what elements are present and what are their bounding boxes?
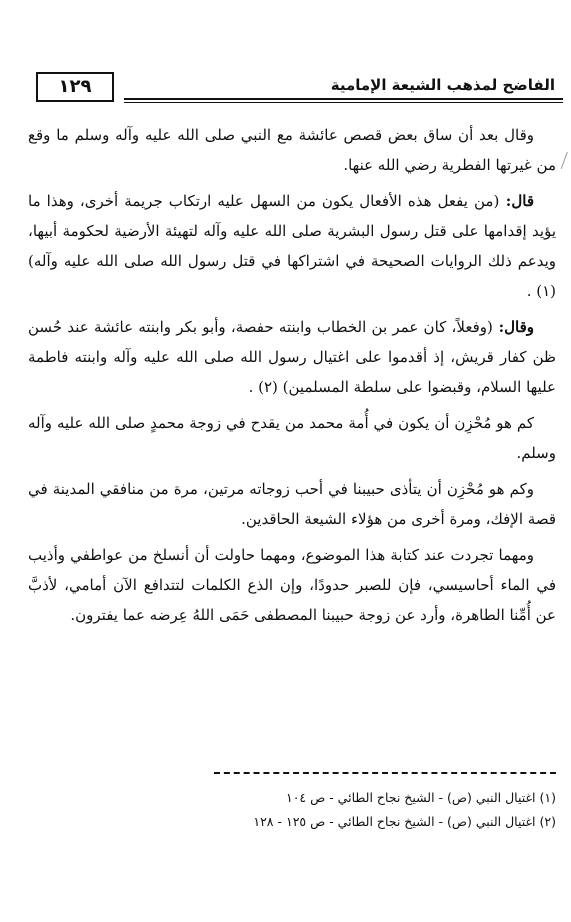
footnotes	[150, 786, 556, 834]
paragraph-text: وقال بعد أن ساق بعض قصص عائشة مع النبي صلى الله عليه وآله وسلم ما وقع من غيرتها الفطرية رضي الله عنها.	[28, 126, 556, 174]
main-text	[28, 120, 556, 630]
paragraph	[28, 408, 556, 468]
footnote: (١) اغتيال النبي (ص) - الشيخ نجاح الطائي - ص ١٠٤	[285, 790, 556, 805]
paragraph	[28, 312, 556, 402]
page-number: ١٢٩	[58, 76, 92, 97]
paragraph	[28, 474, 556, 534]
paragraph	[28, 186, 556, 306]
running-title: الفاضح لمذهب الشيعة الإمامية	[330, 76, 555, 94]
header-rule	[124, 98, 563, 103]
page-header	[36, 72, 563, 112]
paragraph-text: (من يفعل هذه الأفعال يكون من السهل عليه ارتكاب جريمة أخرى، وهذا ما يؤيد إقدامها على قتل رسول البشرية صلى الله عليه وآله لتهيئة الأرضية لحكومة أبيها، ويدعم ذلك الروايات الصحيحة في اشتراكها في قتل رسول الله صلى الله عليه وآله) (١) .	[28, 192, 556, 300]
paragraph	[28, 120, 556, 180]
paragraph-text: كم هو مُحْزِن أن يكون في أُمة محمد من يقدح في زوجة محمدٍ صلى الله عليه وآله وسلم.	[28, 414, 556, 462]
speaker-label: وقال:	[492, 318, 534, 336]
footnote: (٢) اغتيال النبي (ص) - الشيخ نجاح الطائي - ص ١٢٥ - ١٢٨	[253, 814, 556, 829]
paragraph-text: ومهما تجردت عند كتابة هذا الموضوع، ومهما حاولت أن أنسلخ من عواطفي وأذيب في الماء أحاسيسي، فإن للصبر حدودًا، وإن الذع الكلمات لتتدافع الآن أمامي، لأذبَّ عن أُمِّنا الطاهرة، وأرد عن زوجة حبيبنا المصطفى حَمَى اللهُ عِرضه عما يفترون.	[28, 546, 556, 624]
speaker-label: قال:	[499, 192, 534, 210]
page-number-box	[36, 72, 114, 102]
paragraph-text: (وفعلاً، كان عمر بن الخطاب وابنته حفصة، وأبو بكر وابنته عائشة عند حُسن ظن كفار قريش، إذ أقدموا على اغتيال رسول الله صلى الله عليه وآله وابنته فاطمة عليها السلام، وقبضوا على سلطة المسلمين) (٢) .	[28, 318, 556, 396]
footnote-separator	[214, 772, 556, 774]
paragraph-text: وكم هو مُحْزِن أن يتأذى حبيبنا في أحب زوجاته مرتين، مرة من منافقي المدينة في قصة الإفك، ومرة أخرى من هؤلاء الشيعة الحاقدين.	[28, 480, 556, 528]
paragraph	[28, 540, 556, 630]
